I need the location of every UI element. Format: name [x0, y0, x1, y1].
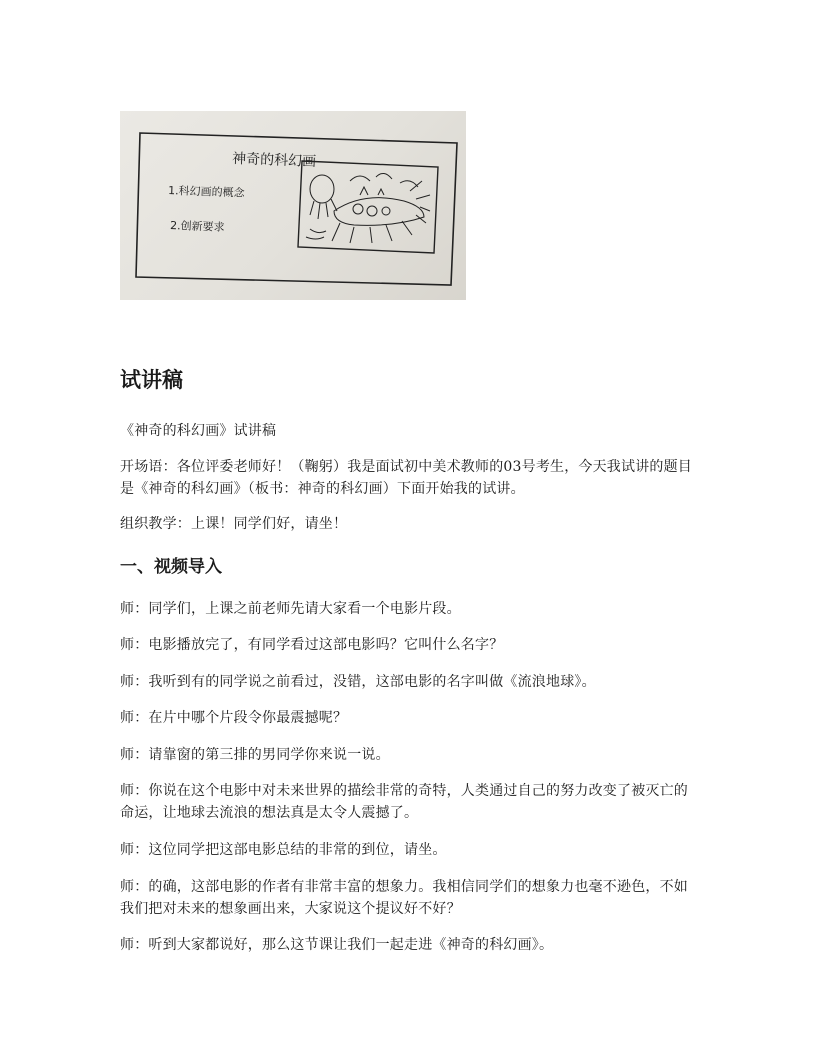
- section-heading-video-intro: 一、视频导入: [120, 557, 222, 577]
- dialogue-line: 师：的确，这部电影的作者有非常丰富的想象力。我相信同学们的想象力也毫不逊色，不如我们把对未来的想象画出来，大家说这个提议好不好？: [120, 879, 688, 917]
- dialogue-line: 师：听到大家都说好，那么这节课让我们一起走进《神奇的科幻画》。: [120, 937, 554, 953]
- dialogue-line: 师：你说在这个电影中对未来世界的描绘非常的奇特，人类通过自己的努力改变了被灭亡的命运，让地球去流浪的想法真是太令人震撼了。: [120, 783, 688, 821]
- sketch-point-2: 2.创新要求: [169, 219, 225, 234]
- script-subtitle: 《神奇的科幻画》试讲稿: [120, 423, 277, 439]
- opening-paragraph: 开场语：各位评委老师好！（鞠躬）我是面试初中美术教师的03号考生，今天我试讲的题目是《神奇的科幻画》（板书：神奇的科幻画）下面开始我的试讲。: [120, 459, 693, 497]
- dialogue-line: 师：同学们，上课之前老师先请大家看一个电影片段。: [120, 601, 461, 617]
- sketch-scifi-doodle: [306, 173, 430, 243]
- dialogue-line: 师：我听到有的同学说之前看过，没错，这部电影的名字叫做《流浪地球》。: [120, 674, 596, 690]
- sketch-title: 神奇的科幻画: [231, 151, 317, 170]
- sketch-drawing: [120, 111, 466, 300]
- sketch-point-1: 1.科幻画的概念: [167, 184, 245, 200]
- dialogue-line: 师：这位同学把这部电影总结的非常的到位，请坐。: [120, 842, 447, 858]
- dialogue-line: 师：电影播放完了，有同学看过这部电影吗？它叫什么名字？: [120, 637, 504, 653]
- page-title: 试讲稿: [120, 368, 183, 392]
- dialogue-line: 师：请靠窗的第三排的男同学你来说一说。: [120, 747, 390, 763]
- organize-paragraph: 组织教学：上课！同学们好，请坐！: [120, 516, 348, 532]
- blackboard-sketch-photo: [120, 111, 466, 300]
- dialogue-line: 师：在片中哪个片段令你最震撼呢？: [120, 710, 348, 726]
